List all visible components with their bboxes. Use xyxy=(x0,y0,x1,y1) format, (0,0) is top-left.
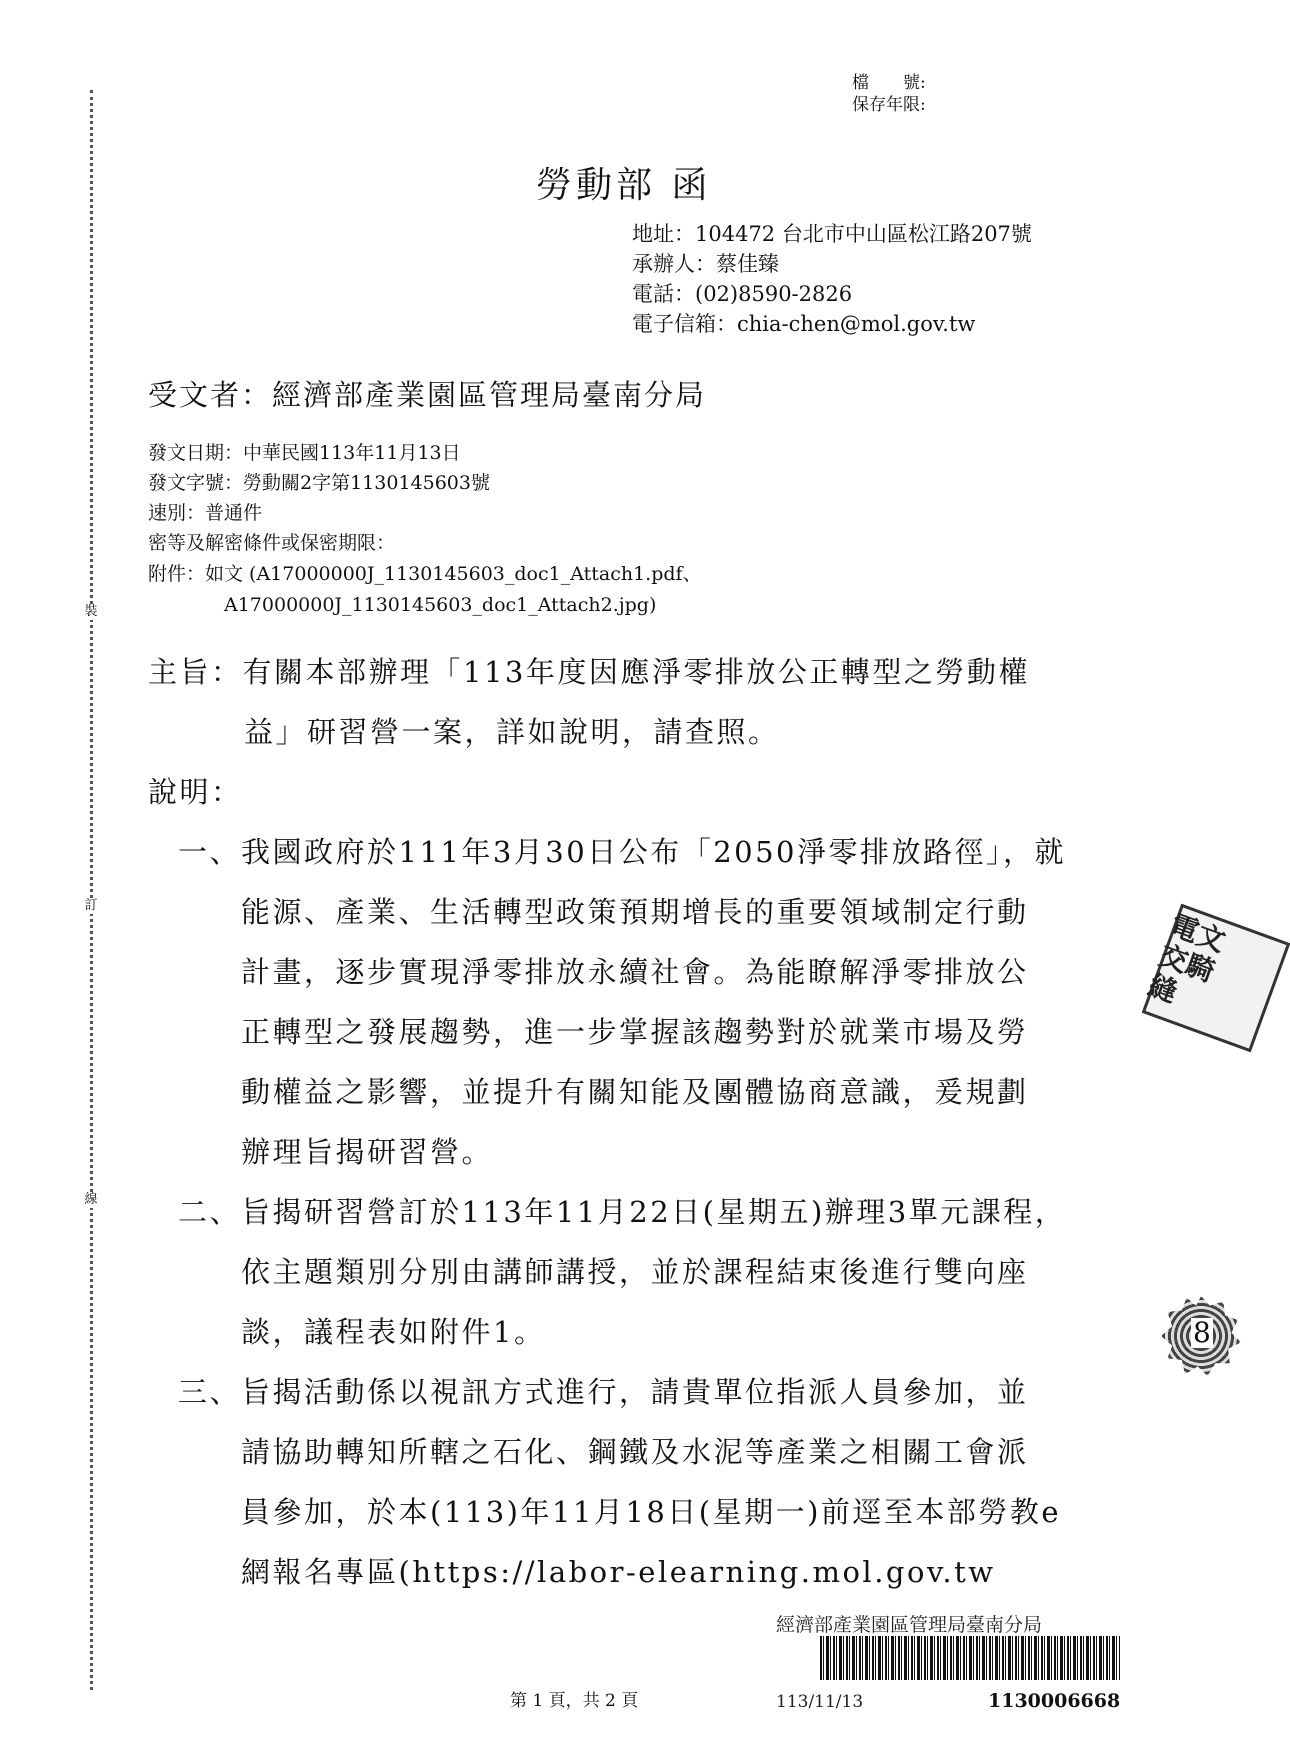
explanation-item-1-line: 正轉型之發展趨勢，進一步掌握該趨勢對於就業市場及勞 xyxy=(241,1015,1029,1049)
sender-email: 電子信箱：chia-chen@mol.gov.tw xyxy=(632,312,976,336)
sender-phone: 電話：(02)8590-2826 xyxy=(632,282,853,306)
explanation-item-3-line: 網報名專區(https://labor-elearning.mol.gov.tw xyxy=(241,1555,996,1589)
explanation-item-3-line: 請協助轉知所轄之石化、鋼鐵及水泥等產業之相關工會派 xyxy=(241,1435,1029,1469)
sender-address: 地址：104472 台北市中山區松江路207號 xyxy=(632,222,1032,246)
explanation-heading: 說明： xyxy=(148,775,243,809)
explanation-item-1-line: 辦理旨揭研習營。 xyxy=(241,1135,494,1169)
explanation-item-2-line: 二、旨揭研習營訂於113年11月22日(星期五)辦理3單元課程， xyxy=(178,1195,1067,1229)
explanation-item-3-line: 員參加，於本(113)年11月18日(星期一)前逕至本部勞教e xyxy=(241,1495,1062,1529)
binding-margin-line xyxy=(90,90,93,1690)
file-number-label: 檔 號: xyxy=(852,73,926,93)
explanation-item-1-line: 計畫，逐步實現淨零排放永續社會。為能瞭解淨零排放公 xyxy=(241,955,1029,989)
binding-mark-bind: 裝 xyxy=(82,604,100,620)
explanation-item-1-line: 一、我國政府於111年3月30日公布「2050淨零排放路徑」，就 xyxy=(178,835,1067,869)
explanation-item-1-line: 動權益之影響，並提升有關知能及團體協商意識，爰規劃 xyxy=(241,1075,1029,1109)
perforation-seal xyxy=(1143,908,1241,1040)
receipt-stamp-code: 1130006668 xyxy=(988,1690,1121,1712)
receipt-barcode xyxy=(820,1636,1120,1680)
binding-mark-line: 線 xyxy=(82,1192,100,1208)
document-title: 勞動部 函 xyxy=(536,165,712,206)
receipt-stamp-date: 113/11/13 xyxy=(776,1692,864,1712)
handler-name: 承辦人：蔡佳臻 xyxy=(632,252,779,276)
recipient: 受文者：經濟部產業園區管理局臺南分局 xyxy=(148,378,707,412)
explanation-item-1-line: 能源、產業、生活轉型政策預期增長的重要領域制定行動 xyxy=(241,895,1029,929)
page-count-badge xyxy=(1155,1290,1241,1380)
secrecy-level: 密等及解密條件或保密期限： xyxy=(148,532,396,554)
attachment-line-1: 附件：如文 (A17000000J_1130145603_doc1_Attach1.pdf、 xyxy=(148,563,702,585)
document-number: 發文字號：勞動關2字第1130145603號 xyxy=(148,472,490,494)
subject-line-1: 主旨：有關本部辦理「113年度因應淨零排放公正轉型之勞動權 xyxy=(148,655,1030,689)
receipt-stamp-department: 經濟部產業園區管理局臺南分局 xyxy=(776,1614,1043,1636)
delivery-speed: 速別：普通件 xyxy=(148,502,263,524)
badge-number: 8 xyxy=(1193,1316,1211,1349)
explanation-item-2-line: 談，議程表如附件1。 xyxy=(241,1315,546,1349)
seal-text: 電文交騎縫 xyxy=(1143,908,1230,1010)
explanation-item-3-line: 三、旨揭活動係以視訊方式進行，請貴單位指派人員參加，並 xyxy=(178,1375,1029,1409)
page-number: 第 1 頁，共 2 頁 xyxy=(510,1691,639,1711)
subject-line-2: 益」研習營一案，詳如說明，請查照。 xyxy=(244,715,780,749)
binding-mark-staple: 訂 xyxy=(82,898,100,914)
explanation-item-2-line: 依主題類別分別由講師講授，並於課程結束後進行雙向座 xyxy=(241,1255,1029,1289)
attachment-line-2: A17000000J_1130145603_doc1_Attach2.jpg) xyxy=(224,594,657,616)
retention-period-label: 保存年限: xyxy=(852,95,926,115)
issue-date: 發文日期：中華民國113年11月13日 xyxy=(148,442,461,464)
